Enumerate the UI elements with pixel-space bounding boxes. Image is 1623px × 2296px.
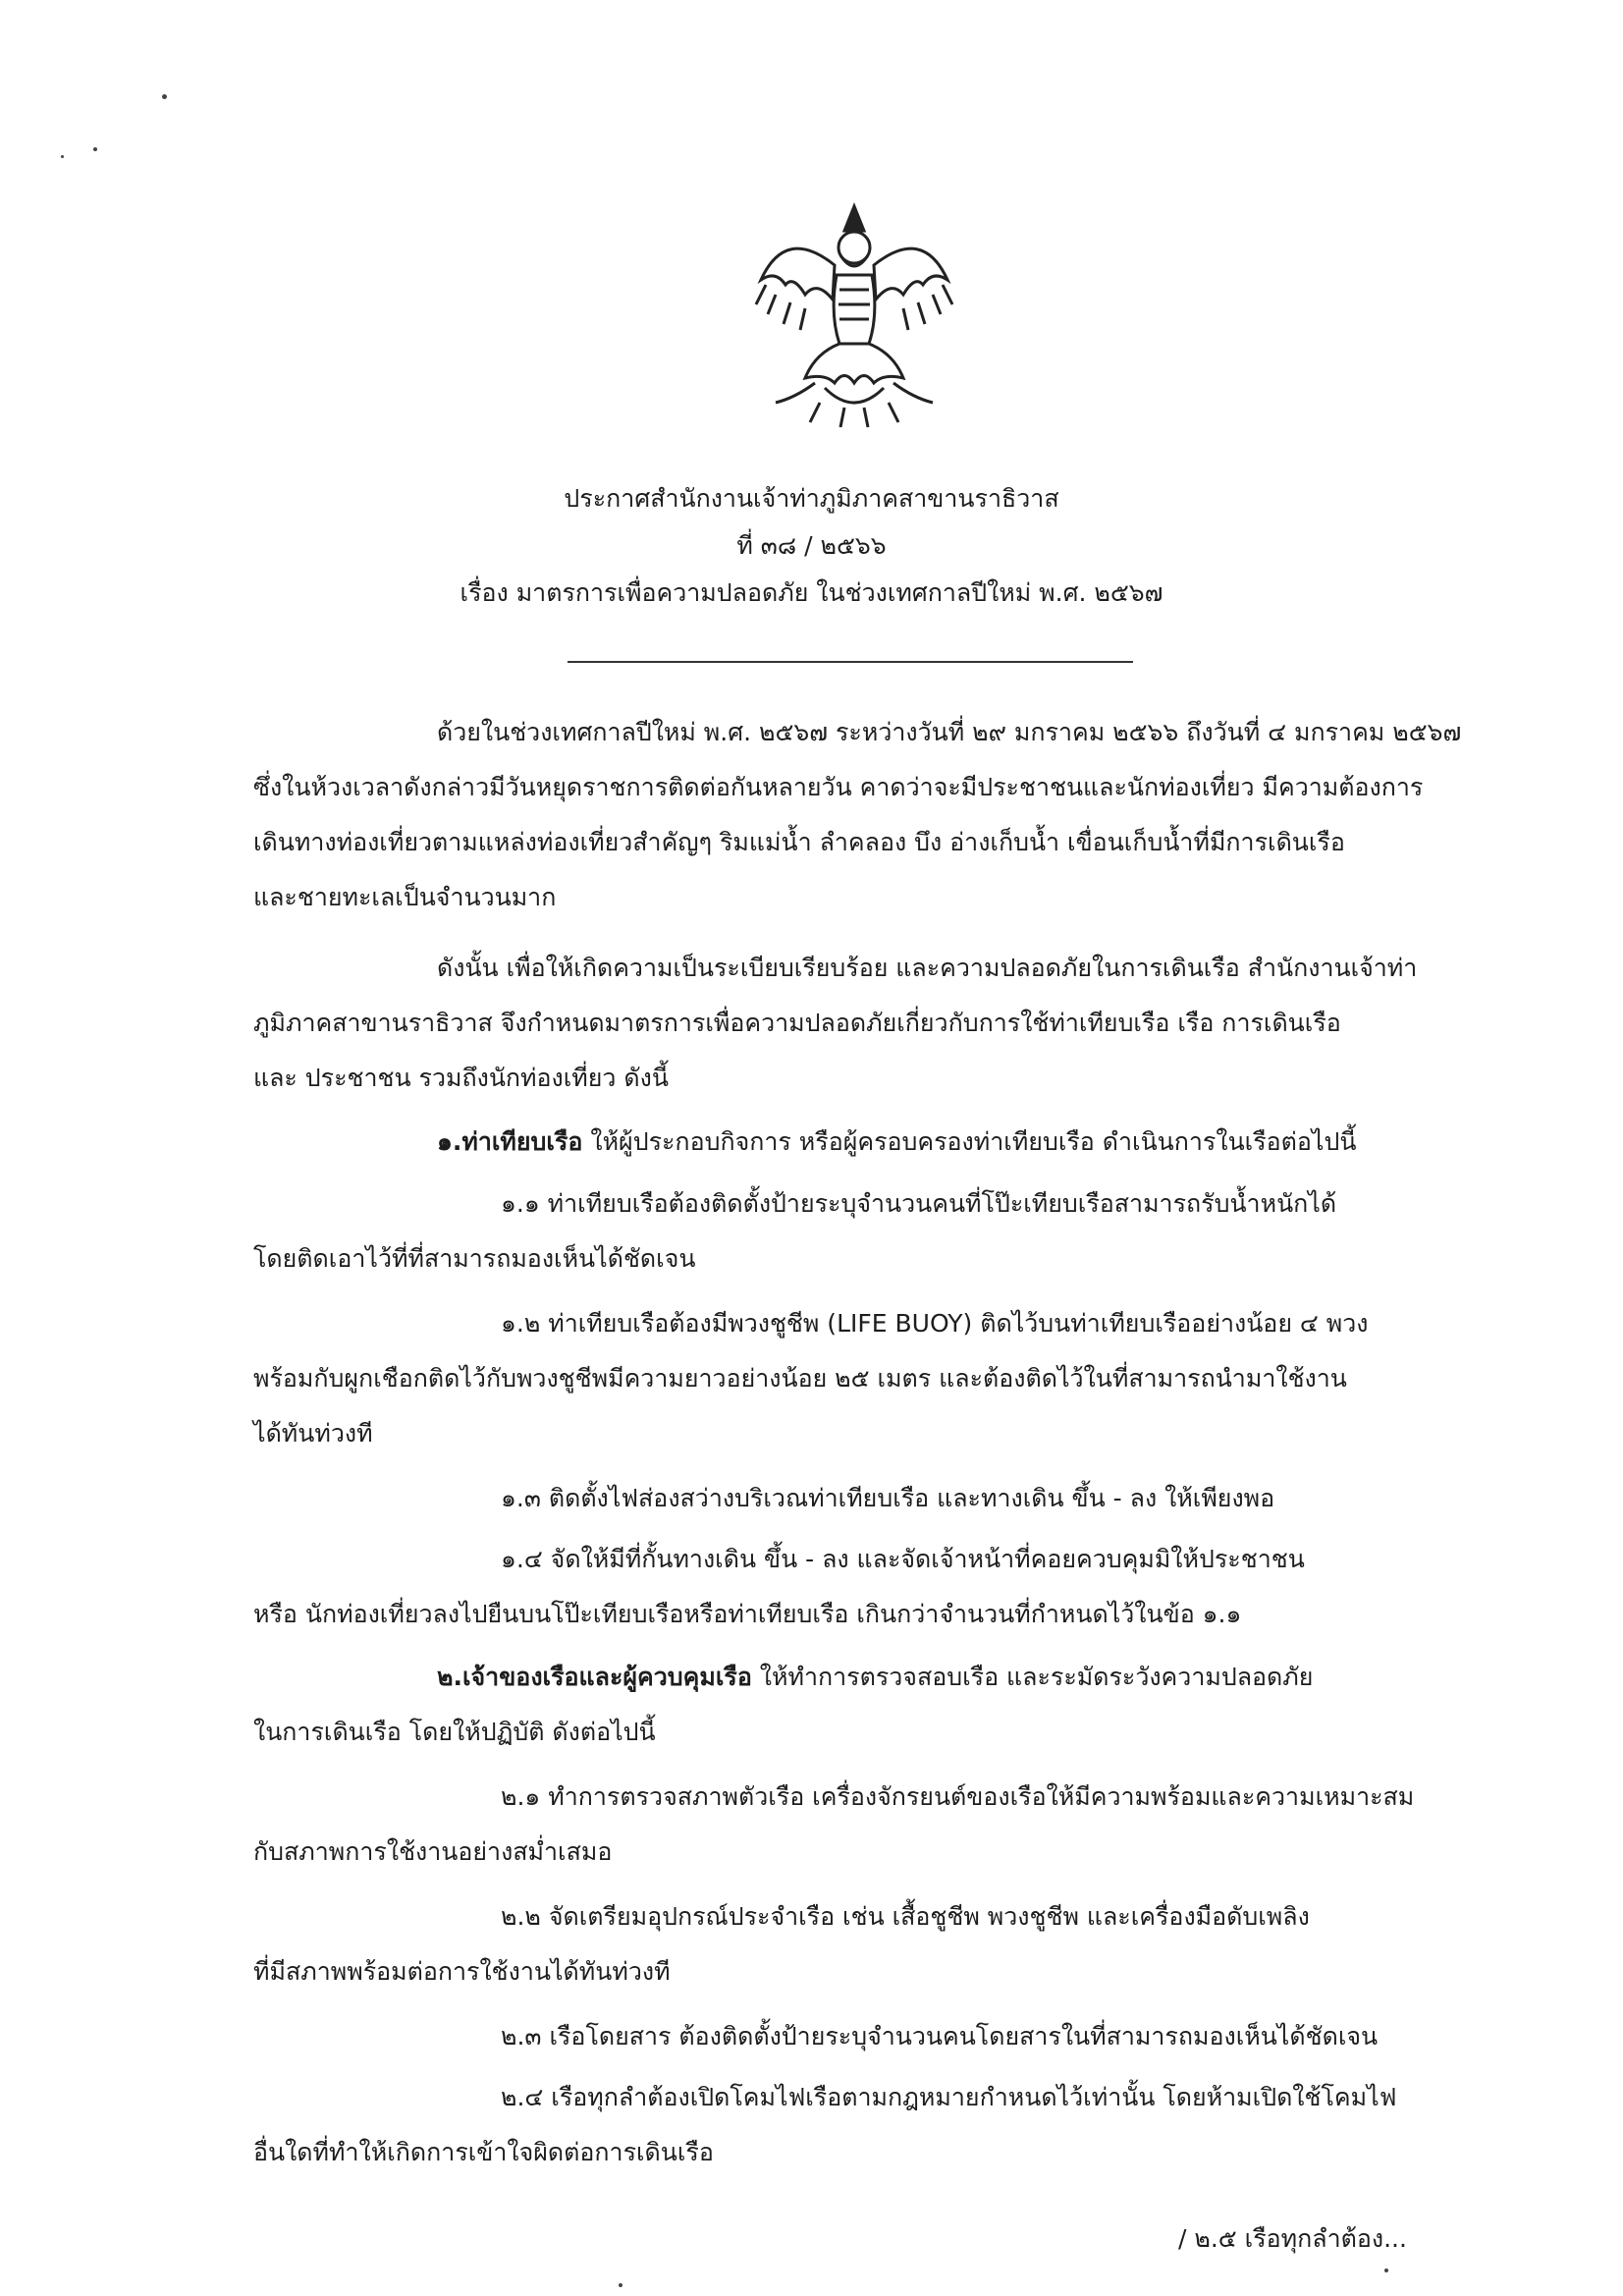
section-2-intro: ให้ทำการตรวจสอบเรือ และระมัดระวังความปลอดภัย [759,1663,1314,1691]
item-2-3-line-1: ๒.๓ เรือโดยสาร ต้องติดตั้งป้ายระบุจำนวนคนโดยสารในที่สามารถมองเห็นได้ชัดเจน [501,2022,1379,2050]
announcement-subject: เรื่อง มาตรการเพื่อความปลอดภัย ในช่วงเทศกาลปีใหม่ พ.ศ. ๒๕๖๗ [460,578,1163,607]
announcement-title: ประกาศสำนักงานเจ้าท่าภูมิภาคสาขานราธิวาส [564,484,1059,513]
item-1-2-line-2: พร้อมกับผูกเชือกติดไว้กับพวงชูชีพมีความยาวอย่างน้อย ๒๕ เมตร และต้องติดไว้ในที่สามารถนำมาใช้งาน [253,1364,1347,1393]
intro-line-4: และชายทะเลเป็นจำนวนมาก [253,883,557,911]
item-2-4-line-2: อื่นใดที่ทำให้เกิดการเข้าใจผิดต่อการเดินเรือ [253,2138,714,2166]
announcement-number: ที่ ๓๘ / ๒๕๖๖ [736,531,887,560]
section-2-heading-line-2: ในการเดินเรือ โดยให้ปฏิบัติ ดังต่อไปนี้ [253,1718,656,1746]
section-2-title: ๒.เจ้าของเรือและผู้ควบคุมเรือ [437,1663,752,1691]
purpose-line-1: ดังนั้น เพื่อให้เกิดความเป็นระเบียบเรียบร้อย และความปลอดภัยในการเดินเรือ สำนักงานเจ้าท่า [437,954,1418,982]
item-1-2-line-1: ๑.๒ ท่าเทียบเรือต้องมีพวงชูชีพ (LIFE BUOY) ติดไว้บนท่าเทียบเรืออย่างน้อย ๔ พวง [501,1309,1369,1338]
scan-speck [93,147,97,151]
scan-speck [162,94,167,99]
item-1-4-line-1: ๑.๔ จัดให้มีที่กั้นทางเดิน ขึ้น - ลง และจัดเจ้าหน้าที่คอยควบคุมมิให้ประชาชน [501,1545,1305,1573]
intro-line-1: ด้วยในช่วงเทศกาลปีใหม่ พ.ศ. ๒๕๖๗ ระหว่างวันที่ ๒๙ มกราคม ๒๕๖๖ ถึงวันที่ ๔ มกราคม ๒๕๖๗ [437,718,1462,746]
item-1-3-line-1: ๑.๓ ติดตั้งไฟส่องสว่างบริเวณท่าเทียบเรือ และทางเดิน ขึ้น - ลง ให้เพียงพอ [501,1484,1275,1512]
item-2-2-line-2: ที่มีสภาพพร้อมต่อการใช้งานได้ทันท่วงที [253,1957,671,1986]
continuation-note: / ๒.๕ เรือทุกลำต้อง... [1178,2224,1407,2253]
intro-line-2: ซึ่งในห้วงเวลาดังกล่าวมีวันหยุดราชการติดต่อกันหลายวัน คาดว่าจะมีประชาชนและนักท่องเที่ยว มีความต้องการ [253,773,1424,801]
scan-speck [619,2283,622,2287]
scan-speck [1384,2269,1388,2272]
item-1-4-line-2: หรือ นักท่องเที่ยวลงไปยืนบนโป๊ะเทียบเรือหรือท่าเทียบเรือ เกินกว่าจำนวนที่กำหนดไว้ในข้อ ๑.๑ [253,1600,1242,1628]
garuda-emblem-icon [746,187,962,432]
item-2-1-line-1: ๒.๑ ทำการตรวจสภาพตัวเรือ เครื่องจักรยนต์ของเรือให้มีความพร้อมและความเหมาะสม [501,1782,1415,1811]
item-1-1-line-1: ๑.๑ ท่าเทียบเรือต้องติดตั้งป้ายระบุจำนวนคนที่โป๊ะเทียบเรือสามารถรับน้ำหนักได้ [501,1189,1337,1218]
purpose-line-3: และ ประชาชน รวมถึงนักท่องเที่ยว ดังนี้ [253,1064,669,1092]
section-1-title: ๑.ท่าเทียบเรือ [437,1127,583,1156]
section-2-heading [437,1660,1313,1695]
item-2-4-line-1: ๒.๔ เรือทุกลำต้องเปิดโคมไฟเรือตามกฎหมายกำหนดไว้เท่านั้น โดยห้ามเปิดใช้โคมไฟ [501,2083,1397,2111]
section-1-heading [437,1124,1356,1160]
item-1-1-line-2: โดยติดเอาไว้ที่ที่สามารถมองเห็นได้ชัดเจน [253,1244,696,1273]
section-1-intro: ให้ผู้ประกอบกิจการ หรือผู้ครอบครองท่าเทียบเรือ ดำเนินการในเรือต่อไปนี้ [590,1127,1357,1156]
scan-speck [61,155,64,158]
purpose-line-2: ภูมิภาคสาขานราธิวาส จึงกำหนดมาตรการเพื่อความปลอดภัยเกี่ยวกับการใช้ท่าเทียบเรือ เรือ การเดินเรือ [253,1009,1341,1037]
item-1-2-line-3: ได้ทันท่วงที [253,1419,373,1448]
item-2-1-line-2: กับสภาพการใช้งานอย่างสม่ำเสมอ [253,1837,613,1866]
item-2-2-line-1: ๒.๒ จัดเตรียมอุปกรณ์ประจำเรือ เช่น เสื้อชูชีพ พวงชูชีพ และเครื่องมือดับเพลิง [501,1902,1310,1931]
header-divider [568,661,1133,663]
intro-line-3: เดินทางท่องเที่ยวตามแหล่งท่องเที่ยวสำคัญๆ ริมแม่น้ำ ลำคลอง บึง อ่างเก็บน้ำ เขื่อนเก็บน้ำที่มีการเดินเรือ [253,828,1345,856]
